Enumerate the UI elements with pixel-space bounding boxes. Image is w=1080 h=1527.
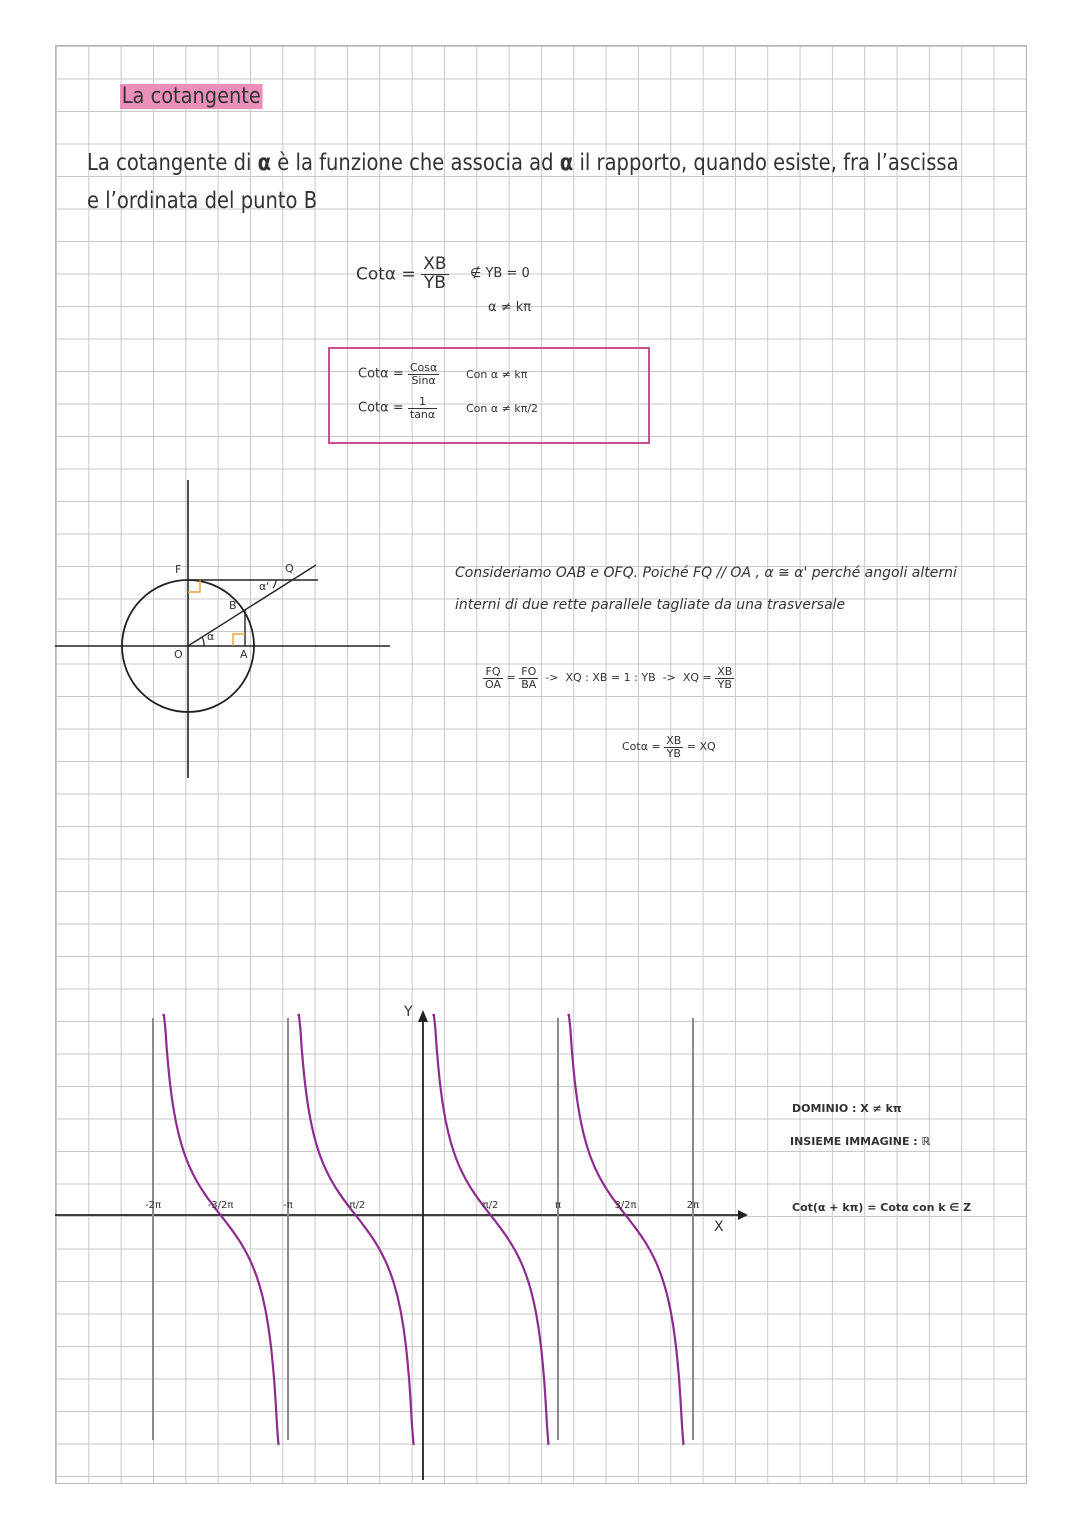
graph-y-label: Y: [404, 1004, 413, 1020]
box-row1-den: Sinα: [411, 373, 436, 387]
x-tick-label: π: [554, 1200, 562, 1211]
cot-num: XB: [666, 734, 682, 747]
explanation-line-2: interni di due rette parallele tagliate da una trasversale: [455, 597, 846, 613]
x-tick-label: -π/2: [345, 1200, 366, 1211]
explanation-line-1: Consideriamo OAB e OFQ. Poiché FQ // OA , α ≅ α' perché angoli alterni: [455, 565, 957, 581]
prop-num-2: FO: [519, 666, 538, 679]
xq-den: YB: [717, 677, 732, 691]
cotangent-branch: [162, 1015, 278, 1445]
x-tick-label: π/2: [482, 1200, 499, 1211]
box-row2-condition: Con α ≠ kπ/2: [466, 402, 539, 415]
box-row2-den: tanα: [409, 407, 436, 421]
property-periodicity: Cot(α + kπ) = Cotα con k ∈ Z: [792, 1201, 972, 1214]
x-tick-label: -2π: [145, 1200, 161, 1211]
box-row2-num: 1: [408, 396, 437, 409]
x-tick-label: -π: [283, 1200, 293, 1211]
xq-lhs: XQ =: [682, 671, 712, 685]
x-tick-label: 3/2π: [614, 1200, 637, 1211]
def-condition-2: α ≠ kπ: [488, 300, 532, 315]
label-A: A: [240, 648, 248, 661]
intro-line-2: e l’ordinata del punto B: [87, 188, 318, 214]
box-row1-lhs: Cotα =: [358, 366, 404, 382]
prop-den-2: BA: [521, 677, 537, 691]
graph-x-label: X: [714, 1219, 724, 1235]
prop-den-1: OA: [485, 677, 501, 691]
prop-num-1: FQ: [483, 666, 503, 679]
label-alpha-prime: α': [259, 580, 270, 593]
proportion-middle: XQ : XB = 1 : YB: [565, 671, 656, 685]
intro-text-c: il rapporto, quando esiste, fra l’ascissa: [579, 150, 959, 176]
xq-num: XB: [717, 665, 733, 678]
alpha-symbol-2: α: [559, 150, 574, 176]
label-alpha: α: [207, 630, 215, 643]
page-title: La cotangente: [121, 84, 261, 109]
x-tick-label: 2π: [686, 1200, 700, 1211]
box-row1-condition: Con α ≠ kπ: [466, 368, 528, 381]
cot-lhs: Cotα =: [622, 740, 661, 754]
cotangent-branch: [432, 1015, 548, 1445]
y-axis-arrow: [418, 1010, 428, 1022]
alpha-symbol: α: [257, 150, 272, 176]
cotangent-branch: [568, 1015, 684, 1445]
cotangent-branch: [297, 1015, 413, 1445]
label-O: O: [174, 648, 183, 661]
prop-equals: =: [506, 671, 516, 685]
def-condition-1: ∉ YB = 0: [470, 266, 530, 281]
cot-rhs: = XQ: [686, 740, 716, 754]
def-den: YB: [423, 272, 446, 293]
arrow-1: ->: [545, 671, 559, 685]
def-lhs: Cotα =: [356, 264, 416, 285]
box-row2-lhs: Cotα =: [358, 400, 404, 416]
def-num: XB: [423, 254, 447, 274]
label-B: B: [229, 599, 237, 612]
property-domain: DOMINIO : X ≠ kπ: [792, 1102, 902, 1115]
x-axis-arrow: [738, 1210, 748, 1220]
label-Q: Q: [285, 562, 294, 575]
box-row1-num: Cosα: [409, 361, 438, 374]
property-image: INSIEME IMMAGINE : ℝ: [790, 1135, 931, 1148]
intro-text-a: La cotangente di: [87, 150, 252, 176]
label-F: F: [175, 563, 182, 576]
arrow-2: ->: [662, 671, 676, 685]
intro-text-b: è la funzione che associa ad: [277, 150, 554, 176]
x-tick-label: -3/2π: [207, 1200, 234, 1211]
cot-den: YB: [666, 746, 681, 760]
